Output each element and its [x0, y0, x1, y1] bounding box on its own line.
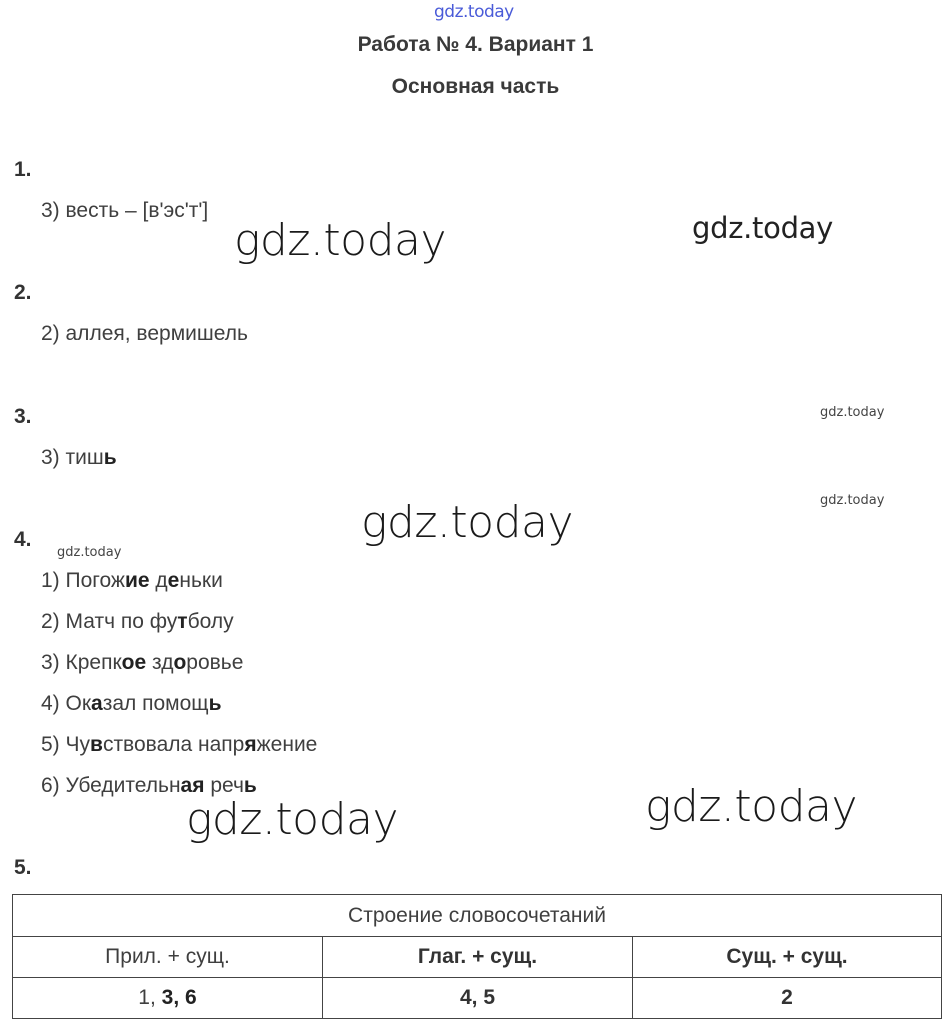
watermark-large: gdz.today — [361, 497, 574, 548]
task-3-number: 3. — [14, 405, 32, 428]
watermark-large: gdz.today — [186, 794, 399, 845]
table-header: Глаг. + сущ. — [323, 937, 633, 978]
table-cell: 2 — [633, 978, 942, 1019]
watermark-small: gdz.today — [820, 405, 885, 420]
task-5-number: 5. — [14, 856, 32, 879]
table-caption: Строение словосочетаний — [13, 895, 942, 937]
watermark-large: gdz.today — [645, 781, 858, 832]
answer-table — [12, 894, 942, 1019]
task-1-answer: 3) весть – [в'эс'т'] — [41, 199, 209, 222]
task-4-item-5: 5) Чувствовала напряжение — [41, 733, 318, 756]
table-cell: 1, 3, 6 — [13, 978, 323, 1019]
page-subtitle: Основная часть — [391, 75, 560, 98]
watermark-top: gdz.today — [434, 2, 514, 22]
task-2-number: 2. — [14, 281, 32, 304]
page-title: Работа № 4. Вариант 1 — [357, 33, 594, 56]
watermark-small: gdz.today — [820, 493, 885, 508]
table-header: Сущ. + сущ. — [633, 937, 942, 978]
task-4-number: 4. — [14, 528, 32, 551]
task-4-item-1: 1) Погожие деньки — [41, 569, 223, 592]
task-2-answer: 2) аллея, вермишель — [41, 322, 248, 345]
watermark-large: gdz.today — [234, 215, 447, 266]
table-cell: 4, 5 — [323, 978, 633, 1019]
task-4-item-2: 2) Матч по футболу — [41, 610, 234, 633]
task-3-answer: 3) тишь — [41, 446, 117, 469]
task-1-number: 1. — [14, 158, 32, 181]
task-4-item-3: 3) Крепкое здоровье — [41, 651, 244, 674]
task-4-item-4: 4) Оказал помощь — [41, 692, 222, 715]
watermark-medium: gdz.today — [692, 211, 834, 245]
table-header: Прил. + сущ. — [13, 937, 323, 978]
watermark-small: gdz.today — [57, 545, 122, 560]
task-4-item-6: 6) Убедительная речь — [41, 774, 257, 797]
